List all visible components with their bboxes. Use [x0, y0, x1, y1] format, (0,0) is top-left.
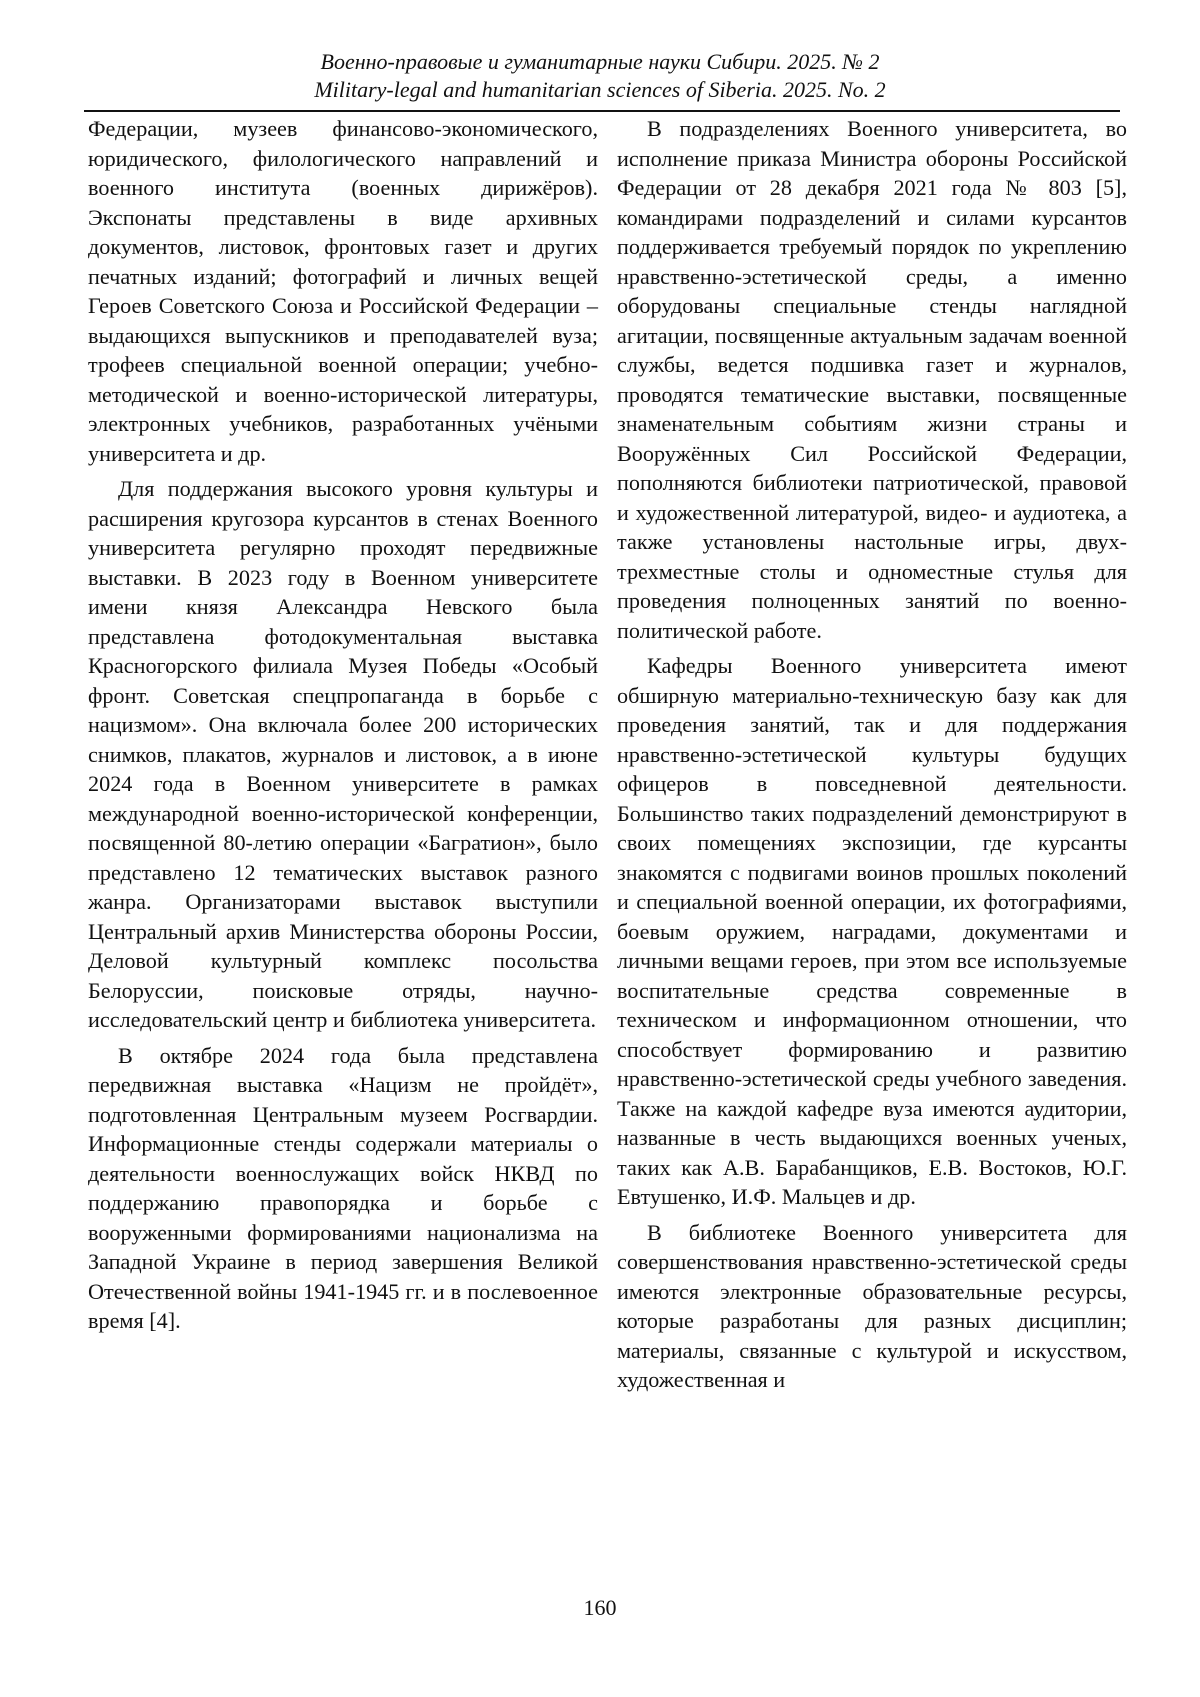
- paragraph: В октябре 2024 года была представлена передвижная выставка «Нацизм не пройдёт», подготовленная Центральным музеем Росгвардии. Информационные стенды содержали материалы о деятельности военнослужащих войск НКВД по поддержанию правопорядка и борьбе с вооруженными формированиями национализма на Западной Украине в период завершения Великой Отечественной войны 1941-1945 гг. и в послевоенное время [4].: [88, 1042, 598, 1333]
- header-title-en: Military-legal and humanitarian sciences of Siberia. 2025. No. 2: [314, 77, 886, 102]
- running-header: [88, 48, 1112, 104]
- paragraph: Для поддержания высокого уровня культуры и расширения кругозора курсантов в стенах Военного университета регулярно проходят передвижные выставки. В 2023 году в Военном университете имени князя Александра Невского была представлена фотодокументальная выставка Красногорского филиала Музея Победы «Особый фронт. Советская спецпропаганда в борьбе с нацизмом». Она включала более 200 исторических снимков, плакатов, журналов и листовок, а в июне 2024 года в Военном университете в рамках международной военно-исторической конференции, посвященной 80-летию операции «Багратион», было представлено 12 тематических выставок разного жанра. Организаторами выставок выступили Центральный архив Министерства обороны России, Деловой культурный комплекс посольства Белоруссии, поисковые отряды, научно-исследовательский центр и библиотека университета.: [88, 476, 598, 1032]
- paragraph: В подразделениях Военного университета, во исполнение приказа Министра обороны Российской Федерации от 28 декабря 2021 года № 803 [5], командирами подразделений и силами курсантов поддерживается требуемый порядок по укреплению нравственно-эстетической среды, а именно оборудованы специальные стенды наглядной агитации, посвященные актуальным задачам военной службы, ведется подшивка газет и журналов, проводятся тематические выставки, посвященные знаменательным событиям жизни страны и Вооружённых Сил Российской Федерации, пополняются библиотеки патриотической, правовой и художественной литературой, видео- и аудиотека, а также установлены настольные игры, двух-трехместные столы и одноместные стулья для проведения полноценных занятий по военно-политической работе.: [617, 116, 1127, 643]
- paragraph: В библиотеке Военного университета для совершенствования нравственно-эстетической среды имеются электронные образовательные ресурсы, которые разработаны для разных дисциплин; материалы, связанные с культурой и искусством, художественная и: [617, 1219, 1127, 1392]
- right-column: [617, 114, 1127, 1401]
- paragraph: Федерации, музеев финансово-экономического, юридического, филологического направлений и военного института (военных дирижёров). Экспонаты представлены в виде архивных документов, листовок, фронтовых газет и других печатных изданий; фотографий и личных вещей Героев Советского Союза и Российской Федерации – выдающихся выпускников и преподавателей вуза; трофеев специальной военной операции; учебно-методической и военно-исторической литературы, электронных учебников, разработанных учёными университета и др.: [88, 116, 598, 466]
- paragraph: Кафедры Военного университета имеют обширную материально-техническую базу как для проведения занятий, так и для поддержания нравственно-эстетической культуры будущих офицеров в повседневной деятельности. Большинство таких подразделений демонстрируют в своих помещениях экспозиции, где курсанты знакомятся с подвигами воинов прошлых поколений и специальной военной операции, их фотографиями, боевым оружием, наградами, документами и личными вещами героев, при этом все используемые воспитательные средства современные в техническом и информационном отношении, что способствует формированию и развитию нравственно-эстетической среды учебного заведения. Также на каждой кафедре вуза имеются аудитории, названные в честь выдающихся военных ученых, таких как А.В. Барабанщиков, Е.В. Востоков, Ю.Г. Евтушенко, И.Ф. Мальцев и др.: [617, 653, 1127, 1209]
- page-number: 160: [583, 1595, 617, 1620]
- header-rule: [84, 110, 1120, 112]
- left-column: [88, 114, 598, 1342]
- header-title-ru: Военно-правовые и гуманитарные науки Сибири. 2025. № 2: [320, 49, 880, 74]
